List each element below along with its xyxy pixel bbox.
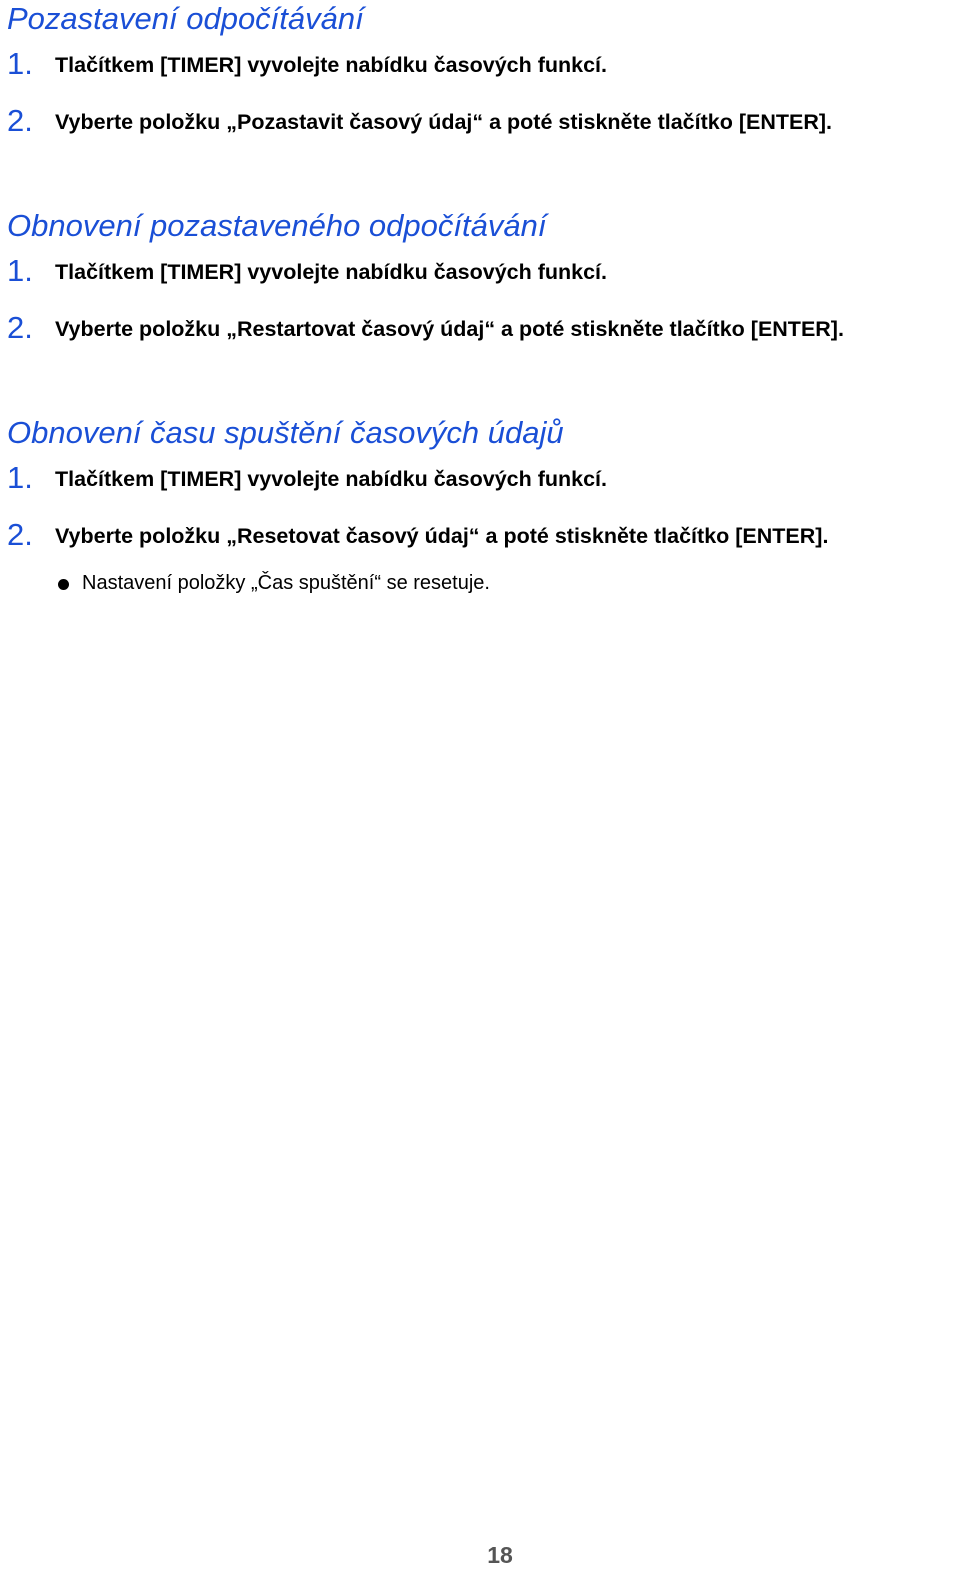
note-text: Nastavení položky „Čas spuštění“ se resetuje. (82, 572, 490, 594)
step-1 (7, 452, 957, 509)
bullet-dot-icon (58, 579, 69, 590)
step-2 (7, 95, 957, 152)
step-text: Vyberte položku „Restartovat časový údaj“ a poté stiskněte tlačítko [ENTER]. (55, 317, 844, 341)
step-number: 2. (7, 103, 33, 138)
step-text: Tlačítkem [TIMER] vyvolejte nabídku časových funkcí. (55, 260, 607, 284)
step-number: 1. (7, 46, 33, 81)
step-number: 1. (7, 253, 33, 288)
step-text: Tlačítkem [TIMER] vyvolejte nabídku časových funkcí. (55, 53, 607, 77)
section-pause-countdown (7, 0, 957, 152)
note-item (7, 566, 957, 596)
step-2 (7, 509, 957, 566)
section-title: Obnovení času spuštění časových údajů (7, 415, 564, 450)
step-1 (7, 245, 957, 302)
section-resume-countdown (7, 207, 957, 359)
step-1 (7, 38, 957, 95)
step-text: Tlačítkem [TIMER] vyvolejte nabídku časových funkcí. (55, 467, 607, 491)
step-number: 2. (7, 310, 33, 345)
section-reset-start-time (7, 414, 957, 596)
step-text: Vyberte položku „Resetovat časový údaj“ a poté stiskněte tlačítko [ENTER]. (55, 524, 829, 548)
section-title: Obnovení pozastaveného odpočítávání (7, 208, 547, 243)
section-title: Pozastavení odpočítávání (7, 1, 364, 36)
step-number: 1. (7, 460, 33, 495)
step-2 (7, 302, 957, 359)
step-text: Vyberte položku „Pozastavit časový údaj“ a poté stiskněte tlačítko [ENTER]. (55, 110, 832, 134)
step-number: 2. (7, 517, 33, 552)
page-number: 18 (487, 1542, 513, 1568)
